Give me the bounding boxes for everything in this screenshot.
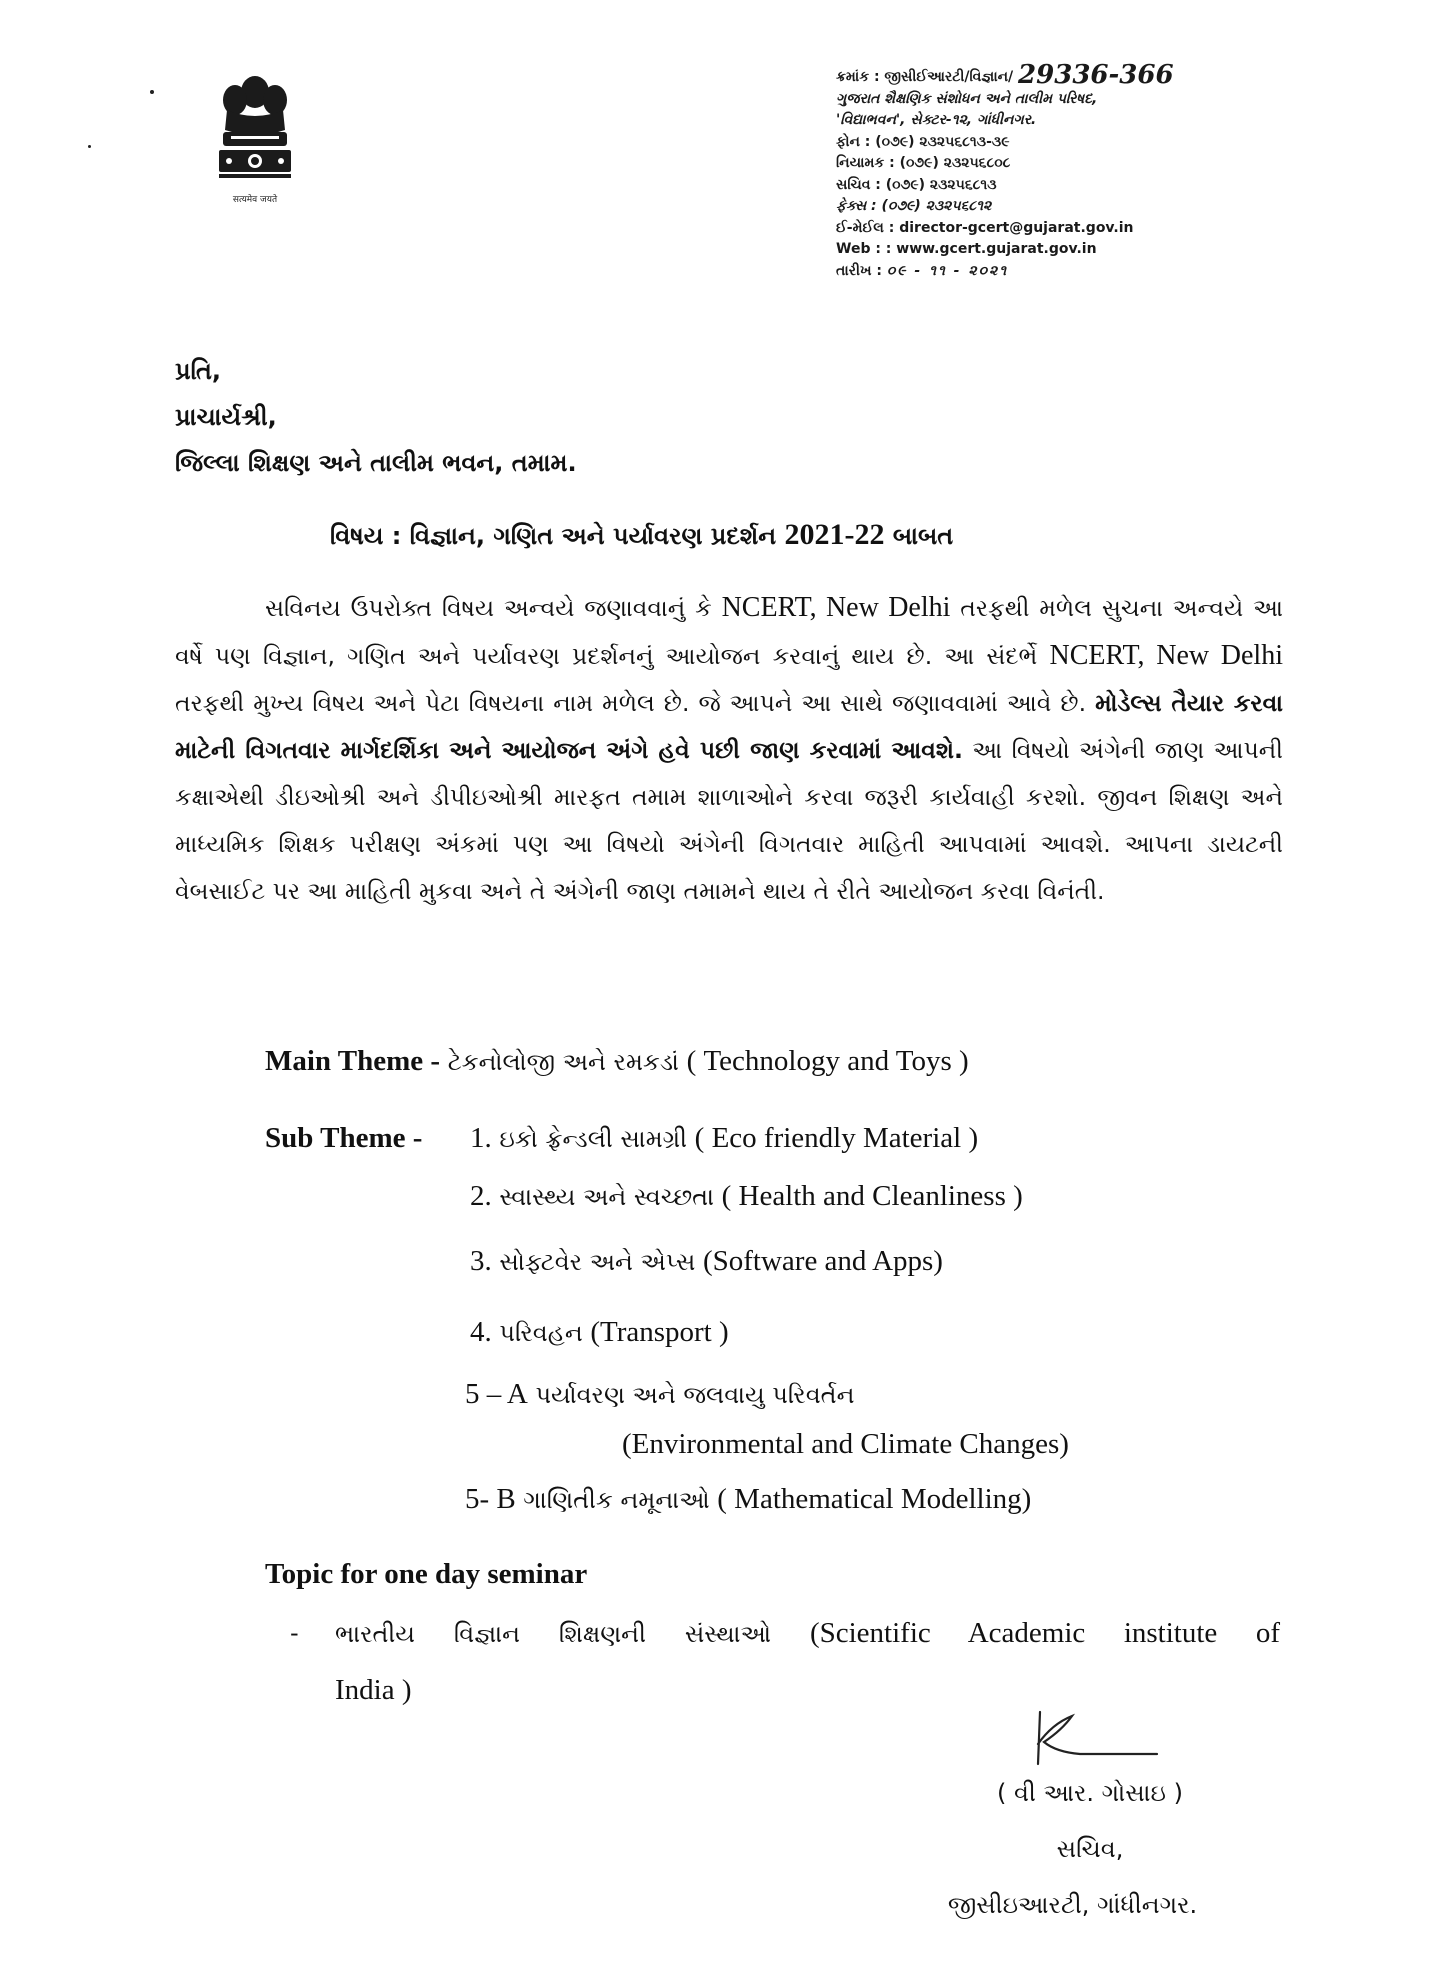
sub-theme-num: 3. bbox=[470, 1245, 492, 1277]
website: Web : : www.gcert.gujarat.gov.in bbox=[836, 241, 1097, 257]
subject-line bbox=[330, 518, 953, 552]
sub-theme-item bbox=[470, 1316, 729, 1349]
org-address: 'વિદ્યાભવન', સેક્ટર-૧૨, ગાંધીનગર. bbox=[836, 112, 1037, 128]
phone: ફોન : (૦૭૯) ૨૩૨૫૬૮૧૩-૩૯ bbox=[836, 133, 1010, 150]
subject-year: 2021-22 bbox=[784, 518, 885, 551]
sub-theme-num: 5 – A bbox=[465, 1378, 528, 1410]
seminar-dash: - bbox=[290, 1619, 299, 1647]
body-ncert-1: NCERT, New Delhi bbox=[721, 592, 951, 623]
sub-theme-gu: સોફ્ટવેર અને એપ્સ bbox=[499, 1248, 696, 1276]
sub-theme-en: ( Mathematical Modelling) bbox=[717, 1483, 1032, 1515]
reference-label: ક્રમાંક : જીસીઈઆરટી/વિજ્ઞાન/ bbox=[836, 69, 1014, 85]
recipient-address bbox=[175, 348, 577, 486]
sub-theme-label: Sub Theme - bbox=[265, 1122, 423, 1154]
sub-theme-num: 4. bbox=[470, 1316, 492, 1348]
main-theme bbox=[265, 1045, 969, 1078]
sub-theme-en: (Software and Apps) bbox=[702, 1245, 943, 1277]
sub-theme-en: ( Eco friendly Material ) bbox=[694, 1122, 979, 1154]
secretary-phone: સચિવ : (૦૭૯) ૨૩૨૫૬૮૧૩ bbox=[836, 176, 997, 193]
sub-theme-en: ( Health and Cleanliness ) bbox=[721, 1180, 1023, 1212]
seminar-topic bbox=[290, 1605, 1280, 1718]
sub-theme-item bbox=[470, 1180, 1023, 1213]
director-phone: નિયામક : (૦૭૯) ૨૩૨૫૬૮૦૮ bbox=[836, 155, 1011, 171]
sub-theme-item bbox=[470, 1245, 943, 1278]
body-part-1: સવિનય ઉપરોક્ત વિષય અન્વયે જણાવવાનું કે bbox=[265, 594, 712, 622]
sub-theme-en: (Environmental and Climate Changes) bbox=[622, 1428, 1069, 1460]
address-recipient: પ્રાચાર્યશ્રી, bbox=[175, 403, 277, 431]
subject-suffix: બાબત bbox=[892, 522, 954, 550]
sub-theme-item bbox=[470, 1122, 978, 1155]
signatory-name: ( વી આર. ગોસાઇ ) bbox=[997, 1779, 1183, 1807]
sub-theme-item-continued bbox=[622, 1428, 1069, 1461]
subject-prefix: વિષય : વિજ્ઞાન, ગણિત અને પર્યાવરણ પ્રદર્શન bbox=[330, 522, 777, 550]
speck bbox=[150, 90, 154, 94]
main-theme-gu: ટેકનોલોજી અને રમકડાં bbox=[447, 1048, 679, 1076]
body-part-3: તરફથી મળેલ સુચના અન્વયે આ વર્ષે પણ વિજ્ઞાન, ગણિત અને પર્યાવરણ પ્રદર્શનનું આયોજન કરવાનું થાય છે. આ સંદર્ભે bbox=[175, 594, 1283, 670]
seminar-en-1: (Scientific Academic institute of bbox=[809, 1617, 1280, 1649]
sub-theme-num: 2. bbox=[470, 1180, 492, 1212]
sub-theme-item bbox=[465, 1483, 1031, 1516]
sub-theme-label-row bbox=[265, 1122, 422, 1155]
reference-number: 29336-366 bbox=[1018, 60, 1174, 90]
reference-row bbox=[836, 60, 1256, 90]
date-row bbox=[836, 261, 1256, 283]
sub-theme-num: 5- B bbox=[465, 1483, 516, 1515]
letterhead bbox=[836, 60, 1256, 282]
signatory-title: સચિવ, bbox=[1056, 1835, 1124, 1863]
body-part-7: આ વિષયો અંગેની જાણ આપની કક્ષાએથી ડીઇઓશ્રી અને ડીપીઇઓશ્રી મારફત તમામ શાળાઓને કરવા જરૂરી કાર્યવાહી કરશો. જીવન શિક્ષણ અને માધ્યમિક શિક્ષક પરીક્ષણ અંકમાં પણ આ વિષયો અંગેની વિગતવાર માહિતી આપવામાં આવશે. આપના ડાયટની વેબસાઈટ પર આ માહિતી મુકવા અને તે અંગેની જાણ તમામને થાય તે રીતે આયોજન કરવા વિનંતી. bbox=[175, 736, 1283, 905]
seminar-line-1 bbox=[290, 1605, 1280, 1662]
speck bbox=[88, 145, 91, 148]
body-ncert-2: NCERT, New Delhi bbox=[1049, 640, 1283, 671]
emblem-motto: सत्यमेव जयते bbox=[232, 195, 278, 205]
seminar-gu: ભારતીય વિજ્ઞાન શિક્ષણની સંસ્થાઓ bbox=[335, 1620, 772, 1648]
seminar-title: Topic for one day seminar bbox=[265, 1558, 588, 1590]
body-part-5: તરફથી મુખ્ય વિષય અને પેટા વિષયના નામ મળેલ છે. જે આપને આ સાથે જણાવવામાં આવે છે. bbox=[175, 689, 1087, 717]
sub-theme-gu: ગાણિતીક નમૂનાઓ bbox=[523, 1486, 710, 1514]
date-value: ૦૯ - ૧૧ - ૨૦૨૧ bbox=[886, 262, 1009, 279]
sub-theme-gu: પર્યાવરણ અને જલવાયુ પરિવર્તન bbox=[535, 1381, 855, 1409]
sub-theme-en: (Transport ) bbox=[590, 1316, 729, 1348]
sub-theme-gu: સ્વાસ્થ્ય અને સ્વચ્છતા bbox=[499, 1183, 714, 1211]
lion-capital-icon bbox=[205, 70, 305, 190]
email: ઈ-મેઈલ : director-gcert@gujarat.gov.in bbox=[836, 219, 1134, 236]
state-emblem bbox=[205, 70, 305, 210]
address-to: પ્રતિ, bbox=[175, 357, 222, 385]
date-label: તારીખ : bbox=[836, 262, 882, 279]
main-theme-label: Main Theme - bbox=[265, 1045, 441, 1077]
sub-theme-gu: ઇકો ફ્રેન્ડલી સામગ્રી bbox=[499, 1125, 688, 1153]
body-paragraph bbox=[175, 584, 1283, 915]
signatory-org: જીસીઇઆરટી, ગાંધીનગર. bbox=[947, 1891, 1198, 1919]
sub-theme-num: 1. bbox=[470, 1122, 492, 1154]
main-theme-en: ( Technology and Toys ) bbox=[686, 1045, 969, 1077]
handwritten-signature bbox=[1032, 1704, 1162, 1774]
body-guidelines-bold: મોડેલ્સ તૈયાર કરવા માટેની વિગતવાર માર્ગદર્શિકા અને આયોજન અંગે હવે પછી જાણ કરવામાં આવશે. bbox=[175, 689, 1283, 764]
fax: ફેક્સ : (૦૭૯) ૨૩૨૫૬૮૧૨ bbox=[836, 198, 992, 214]
org-name: ગુજરાત શૈક્ષણિક સંશોધન અને તાલીમ પરિષદ, bbox=[836, 90, 1098, 107]
address-institution: જિલ્લા શિક્ષણ અને તાલીમ ભવન, તમામ. bbox=[175, 449, 577, 477]
seminar-en-2: India ) bbox=[335, 1674, 412, 1706]
sub-theme-item bbox=[465, 1378, 854, 1411]
signatory-block bbox=[940, 1765, 1240, 1933]
sub-theme-gu: પરિવહન bbox=[499, 1319, 583, 1347]
